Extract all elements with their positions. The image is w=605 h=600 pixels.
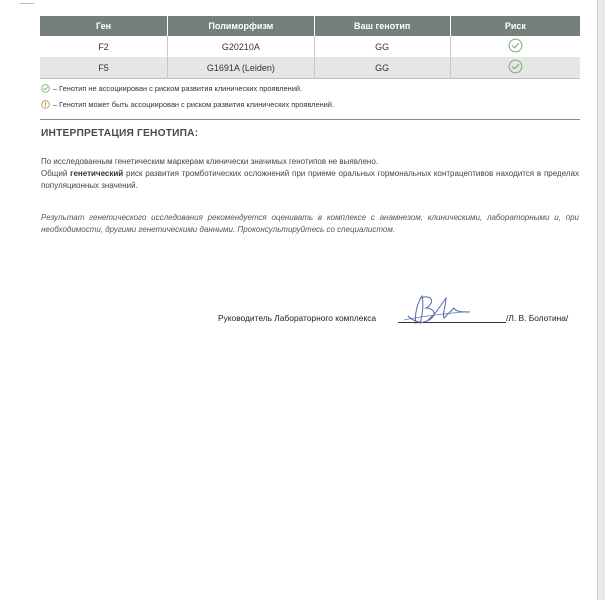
p2-start: Общий xyxy=(41,169,71,178)
table-row xyxy=(40,36,580,57)
cell-risk xyxy=(450,57,580,79)
p2-bold: генетический xyxy=(70,169,124,178)
p2-end: риск развития тромботических осложнений при приеме оральных гормональных контрацептивов находится в пределах популяционных значений. xyxy=(41,169,580,190)
cell-genotype: GG xyxy=(314,57,450,79)
check-circle-icon xyxy=(41,84,50,93)
cell-polymorphism: G1691A (Leiden) xyxy=(168,57,314,79)
cell-genotype: GG xyxy=(314,36,450,57)
cell-gene: F5 xyxy=(40,57,168,79)
legend-warn-text: – Генотип может быть ассоциирован с риском развития клинических проявлений. xyxy=(53,100,334,109)
header-polymorphism: Полиморфизм xyxy=(168,16,314,36)
page-top-mark xyxy=(20,0,34,4)
check-circle-icon xyxy=(508,59,523,76)
interpretation-paragraph-1: По исследованным генетическим маркерам клинически значимых генотипов не выявлено. xyxy=(41,157,379,166)
interpretation-title: ИНТЕРПРЕТАЦИЯ ГЕНОТИПА: xyxy=(41,128,199,139)
legend-ok-text: – Генотип не ассоциирован с риском развития клинических проявлений. xyxy=(53,84,303,93)
header-risk: Риск xyxy=(450,16,580,36)
legend-ok xyxy=(41,84,302,93)
signature-name: /Л. В. Болотина/ xyxy=(506,313,569,323)
genotype-table xyxy=(40,16,580,79)
recommendation-note: Результат генетического исследования рекомендуется оценивать в комплексе с анамнезом, клиническими, лабораторными и, при необходимости, другими генетическими данными. Проконсультируйтесь со специалистом. xyxy=(41,213,579,234)
signature-role: Руководитель Лабораторного комплекса xyxy=(218,313,377,323)
page-edge xyxy=(597,0,605,600)
table-row xyxy=(40,57,580,79)
table-header-row xyxy=(40,16,580,36)
header-genotype: Ваш генотип xyxy=(314,16,450,36)
interpretation-paragraph-2 xyxy=(41,168,579,192)
check-circle-icon xyxy=(508,38,523,55)
cell-polymorphism: G20210A xyxy=(168,36,314,57)
section-divider xyxy=(40,119,580,120)
exclamation-circle-icon xyxy=(41,100,50,109)
legend-warn xyxy=(41,100,334,109)
handwritten-signature xyxy=(402,290,482,335)
header-gene: Ген xyxy=(40,16,168,36)
cell-risk xyxy=(450,36,580,57)
cell-gene: F2 xyxy=(40,36,168,57)
